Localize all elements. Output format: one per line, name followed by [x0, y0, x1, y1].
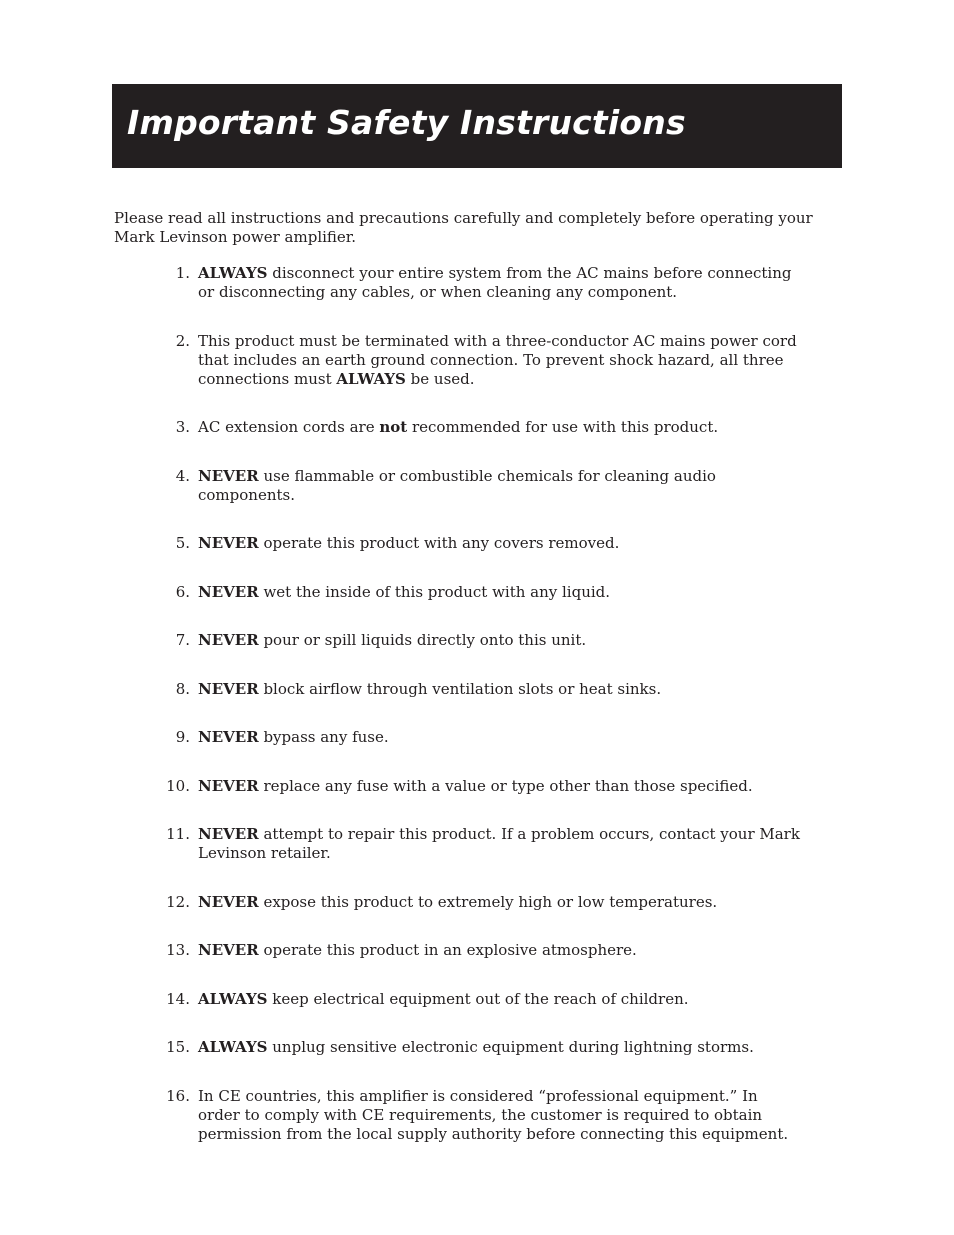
- emphasis-text: NEVER: [198, 892, 259, 911]
- list-item-text: [198, 1038, 754, 1056]
- emphasis-text: not: [379, 418, 408, 436]
- emphasis-text: NEVER: [198, 825, 259, 843]
- emphasis-text: ALWAYS: [198, 264, 268, 282]
- emphasis-text: NEVER: [198, 582, 259, 601]
- list-item-text: [198, 418, 718, 436]
- list-item-number: 15.: [166, 1038, 190, 1056]
- list-item-text: [198, 1087, 788, 1143]
- safety-instructions-list: [160, 264, 800, 1173]
- title-banner: [112, 84, 842, 168]
- list-item-number: 12.: [166, 892, 190, 911]
- list-item-number: 11.: [166, 825, 190, 843]
- body-text: disconnect your entire system from the AC mains before connecting or disconnecting any cables, or when cleaning any component.: [198, 264, 792, 301]
- list-item-number: 7.: [175, 631, 190, 649]
- list-item: [160, 893, 800, 912]
- list-item-number: 8.: [175, 679, 190, 698]
- body-text: operate this product with any covers removed.: [258, 534, 620, 552]
- body-text: keep electrical equipment out of the reach of children.: [267, 989, 689, 1008]
- list-item-text: [198, 583, 610, 601]
- list-item-text: [198, 777, 753, 795]
- list-item-text: [198, 534, 619, 552]
- list-item-text: [198, 680, 661, 698]
- list-item-number: 9.: [175, 728, 190, 746]
- body-text: operate this product in an explosive atmosphere.: [258, 941, 637, 959]
- list-item-number: 10.: [166, 776, 190, 795]
- body-text: unplug sensitive electronic equipment during lightning storms.: [267, 1038, 754, 1056]
- list-item-text: [198, 728, 389, 746]
- page-title: Important Safety Instructions: [127, 102, 686, 142]
- body-text: block airflow through ventilation slots or heat sinks.: [258, 679, 662, 698]
- emphasis-text: ALWAYS: [336, 369, 406, 388]
- list-item: [160, 1038, 800, 1057]
- list-item-number: 2.: [175, 331, 190, 350]
- list-item-text: [198, 264, 791, 301]
- list-item-number: 3.: [175, 418, 190, 436]
- emphasis-text: NEVER: [198, 776, 259, 795]
- emphasis-text: NEVER: [198, 728, 259, 746]
- list-item-number: 13.: [166, 941, 190, 959]
- list-item: [160, 941, 800, 960]
- list-item: [160, 680, 800, 699]
- body-text: AC extension cords are: [198, 418, 380, 436]
- emphasis-text: ALWAYS: [198, 989, 268, 1008]
- body-text: be used.: [405, 369, 475, 388]
- list-item: [160, 583, 800, 602]
- list-item: [160, 467, 800, 505]
- body-text: This product must be terminated with a three-conductor AC mains power cord that includes an earth ground connection. To prevent shock hazard, all three connections must: [198, 331, 797, 388]
- list-item-number: 6.: [175, 582, 190, 601]
- body-text: use flammable or combustible chemicals for cleaning audio components.: [198, 466, 716, 504]
- list-item-text: [198, 631, 586, 649]
- list-item-text: [198, 941, 637, 959]
- emphasis-text: NEVER: [198, 466, 259, 485]
- list-item-text: [198, 467, 716, 504]
- emphasis-text: NEVER: [198, 534, 259, 552]
- list-item-number: 16.: [166, 1086, 190, 1105]
- body-text: recommended for use with this product.: [407, 418, 719, 436]
- list-item-text: [198, 825, 800, 862]
- body-text: bypass any fuse.: [258, 728, 389, 746]
- list-item: [160, 534, 800, 553]
- list-item-number: 5.: [175, 534, 190, 552]
- list-item-text: [198, 990, 689, 1008]
- list-item: [160, 418, 800, 437]
- list-item-number: 4.: [175, 466, 190, 485]
- intro-paragraph: Please read all instructions and precautions carefully and completely before operating your Mark Levinson power amplifier.: [114, 209, 813, 246]
- body-text: expose this product to extremely high or low temperatures.: [258, 892, 718, 911]
- list-item: [160, 1087, 800, 1144]
- body-text: pour or spill liquids directly onto this unit.: [258, 631, 587, 649]
- list-item-text: [198, 893, 717, 911]
- list-item: [160, 264, 800, 302]
- body-text: replace any fuse with a value or type other than those specified.: [258, 776, 753, 795]
- list-item: [160, 825, 800, 863]
- emphasis-text: NEVER: [198, 631, 259, 649]
- list-item: [160, 777, 800, 796]
- body-text: attempt to repair this product. If a problem occurs, contact your Mark Levinson retailer.: [198, 825, 800, 862]
- list-item: [160, 990, 800, 1009]
- body-text: In CE countries, this amplifier is considered “professional equipment.” In order to comply with CE requirements, the customer is required to obtain permission from the local supply authority before connecting this equipment.: [198, 1086, 789, 1143]
- list-item: [160, 631, 800, 650]
- emphasis-text: NEVER: [198, 941, 259, 959]
- list-item-text: [198, 332, 797, 388]
- list-item-number: 14.: [166, 989, 190, 1008]
- emphasis-text: NEVER: [198, 679, 259, 698]
- list-item: [160, 332, 800, 389]
- body-text: wet the inside of this product with any liquid.: [258, 582, 611, 601]
- list-item-number: 1.: [175, 264, 190, 282]
- emphasis-text: ALWAYS: [198, 1038, 268, 1056]
- list-item: [160, 728, 800, 747]
